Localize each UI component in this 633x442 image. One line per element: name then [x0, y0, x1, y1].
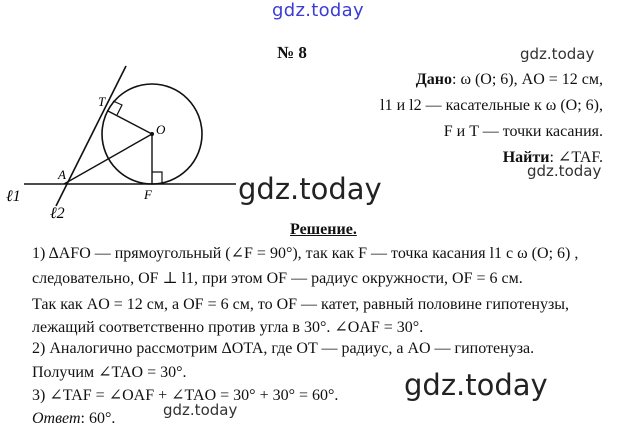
solution-line-5: 2) Аналогично рассмотрим ΔOTA, где OT — радиус, а AO — гипотенуза. — [32, 340, 535, 357]
label-A: A — [58, 167, 66, 182]
find-label: Найти — [502, 149, 550, 166]
label-O: O — [156, 122, 166, 137]
solution-line-6: Получим ∠TAO = 30°. — [32, 364, 187, 381]
find-line — [380, 145, 603, 171]
point-O — [150, 132, 154, 136]
label-l2: ℓ2 — [50, 205, 65, 220]
solution-line-4: лежащий соответственно против угла в 30°. ∠OAF = 30°. — [32, 319, 424, 336]
given-line-1 — [380, 67, 603, 93]
label-F: F — [144, 187, 152, 202]
watermark-small: gdz.today — [163, 401, 238, 419]
given-block — [380, 67, 603, 171]
watermark-big-2: gdz.today — [404, 368, 548, 402]
given-label: Дано — [415, 71, 452, 88]
solution-line-2: следовательно, OF ⊥ l1, при этом OF — радиус окружности, OF = 6 см. — [32, 270, 523, 287]
answer-text: : 60°. — [80, 410, 116, 427]
problem-number: № 8 — [277, 43, 307, 62]
find-text: : ∠TAF. — [549, 149, 603, 166]
given-line-2: l1 и l2 — касательные к ω (O; 6), — [380, 97, 603, 114]
tangent-line-l2 — [56, 66, 126, 206]
segment-AO — [64, 134, 152, 184]
given-line-3: F и T — точки касания. — [443, 123, 603, 140]
solution-line-1: 1) ΔAFO — прямоугольный (∠F = 90°), так как F — точка касания l1 с ω (O; 6) , — [32, 245, 579, 262]
watermark-right-2: gdz.today — [527, 162, 602, 180]
answer-line — [32, 410, 115, 428]
segment-OT — [108, 111, 152, 134]
given-text-1: : ω (O; 6), AO = 12 см, — [452, 71, 603, 88]
watermark-right-1: gdz.today — [520, 45, 595, 63]
answer-label: Ответ — [32, 410, 81, 427]
watermark-top: gdz.today — [272, 0, 364, 21]
solution-line-7: 3) ∠TAF = ∠OAF + ∠TAO = 30° + 30° = 60°. — [32, 387, 339, 404]
right-angle-F — [152, 172, 162, 184]
watermark-big-1: gdz.today — [238, 172, 382, 206]
label-l1: ℓ1 — [6, 188, 21, 205]
right-angle-T — [113, 101, 122, 115]
geometry-figure — [0, 60, 240, 220]
solution-heading: Решение. — [290, 221, 357, 238]
solution-line-3: Так как AO = 12 см, а OF = 6 см, то OF — катет, равный половине гипотенузы, — [32, 296, 570, 313]
label-T: T — [98, 94, 106, 109]
